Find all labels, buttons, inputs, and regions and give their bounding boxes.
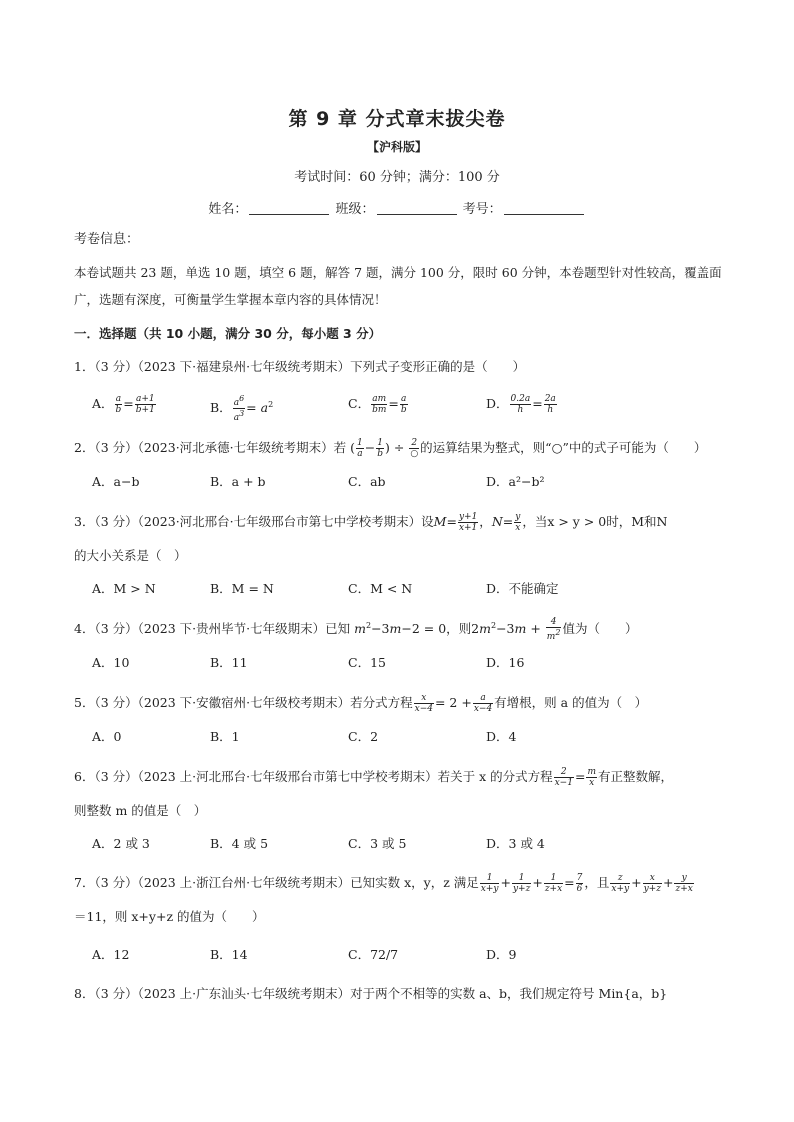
option-b[interactable]: B．1 bbox=[210, 729, 240, 744]
option-b[interactable]: B． $\frac{a^6}{a^3}$ = $a^2$ bbox=[210, 394, 274, 423]
question-5-lead: 5．（3 分）（2023 下·安徽宿州·七年级校考期末）若分式方程 bbox=[74, 695, 413, 710]
option-b[interactable]: B．14 bbox=[210, 947, 248, 962]
number-blank[interactable] bbox=[504, 202, 584, 215]
option-c[interactable]: C．M < N bbox=[348, 581, 413, 596]
question-7: 7．（3 分）（2023 上·浙江台州·七年级统考期末）已知实数 x，y，z 满足 $\frac{1}{x+y}$ + $\frac{1}{y+z}$ + $\frac{1}{z+x}$ = $\frac{7}{6}$ ，且 $\frac{z}{x+y}$ + $\frac{x}{y+z}$ + $\frac{y}{z+x}$ bbox=[74, 873, 693, 894]
question-4-tail: 值为（ ） bbox=[562, 621, 638, 637]
number-label: 考号： bbox=[462, 202, 502, 217]
option-d[interactable]: D．16 bbox=[486, 655, 525, 670]
question-4-lead: 4．（3 分）（2023 下·贵州毕节·七年级期末）已知 bbox=[74, 621, 351, 637]
option-d[interactable]: D．4 bbox=[486, 729, 517, 744]
question-3-cont: 的大小关系是（ ） bbox=[74, 548, 187, 563]
question-4: 4．（3 分）（2023 下·贵州毕节·七年级期末）已知 $m^2-3m-2 = 0$，则$2m^2-3m$ + $\frac{4}{m^2}$ 值为（ ） bbox=[74, 617, 638, 643]
option-a[interactable]: A． $\frac{a}{b}$ = $\frac{a+1}{b+1}$ bbox=[92, 394, 155, 415]
question-2-expr: ( $\frac{1}{a}$ − $\frac{1}{b}$ ) ÷ $\frac{2}{○}$ bbox=[350, 438, 419, 459]
section-heading: 一．选择题（共 10 小题，满分 30 分，每小题 3 分） bbox=[74, 326, 382, 341]
question-2-lead: 2．（3 分）（2023·河北承德·七年级统考期末）若 bbox=[74, 440, 347, 455]
option-a[interactable]: A．a−b bbox=[92, 474, 140, 489]
question-2 bbox=[74, 438, 706, 459]
question-5-tail: 有增根，则 a 的值为（ ） bbox=[494, 695, 648, 710]
question-8 bbox=[74, 985, 667, 1003]
option-c[interactable]: C．15 bbox=[348, 655, 386, 670]
question-5: 5．（3 分）（2023 下·安徽宿州·七年级校考期末）若分式方程 $\frac{x}{x-4}$ = 2 + $\frac{a}{x-4}$ 有增根，则 a 的值为（ ） bbox=[74, 693, 648, 714]
option-c[interactable]: C．2 bbox=[348, 729, 379, 744]
option-c[interactable]: C．72/7 bbox=[348, 947, 399, 962]
option-c[interactable]: C．3 或 5 bbox=[348, 836, 407, 851]
info-body: 本卷试题共 23 题，单选 10 题，填空 6 题，解答 7 题，满分 100 分，限时 60 分钟，本卷题型针对性较高，覆盖面广，选题有深度，可衡量学生掌握本章内容的具体情况！ bbox=[74, 265, 722, 307]
option-d[interactable]: D．9 bbox=[486, 947, 517, 962]
option-a[interactable]: A．M > N bbox=[92, 581, 156, 596]
page-title: 第 9 章 分式章末拔尖卷 bbox=[288, 108, 506, 130]
name-blank[interactable] bbox=[249, 202, 329, 215]
class-blank[interactable] bbox=[377, 202, 457, 215]
question-3-expr: ，当x > y > 0时，M和N bbox=[522, 514, 668, 529]
edition-label: 【沪科版】 bbox=[366, 140, 427, 154]
option-d[interactable]: D． $\frac{0.2a}{h}$ = $\frac{2a}{h}$ bbox=[486, 394, 556, 415]
question-6-lead: 6．（3 分）（2023 上·河北邢台·七年级邢台市第七中学校考期末）若关于 x 的分式方程 bbox=[74, 769, 553, 784]
question-8-lead: 8．（3 分）（2023 上·广东汕头·七年级统考期末）对于两个不相等的实数 a、b，我们规定符号 Min{a，b} bbox=[74, 986, 668, 1001]
name-label: 姓名： bbox=[208, 202, 248, 217]
question-7-cont: ＝11，则 x+y+z 的值为（ ） bbox=[74, 909, 265, 924]
option-b[interactable]: B．M = N bbox=[210, 581, 274, 596]
question-3-lead: 3．（3 分）（2023·河北邢台·七年级邢台市第七中学校考期末）设 bbox=[74, 514, 434, 529]
option-d[interactable]: D．3 或 4 bbox=[486, 836, 545, 851]
option-d[interactable]: D．a²−b² bbox=[486, 474, 545, 489]
option-a[interactable]: A．0 bbox=[92, 729, 122, 744]
class-label: 班级： bbox=[335, 202, 375, 217]
question-6: 6．（3 分）（2023 上·河北邢台·七年级邢台市第七中学校考期末）若关于 x 的分式方程 $\frac{2}{x-1}$ = $\frac{m}{x}$ 有正整数解， bbox=[74, 767, 673, 788]
option-b[interactable]: B．11 bbox=[210, 655, 248, 670]
option-d[interactable]: D．不能确定 bbox=[486, 581, 559, 596]
question-2-tail: 的运算结果为整式，则“○”中的式子可能为（ ） bbox=[420, 440, 707, 455]
option-a[interactable]: A．10 bbox=[92, 655, 130, 670]
question-6-tail: 有正整数解， bbox=[597, 769, 673, 784]
info-title: 考卷信息： bbox=[74, 232, 140, 247]
question-6-cont: 则整数 m 的值是（ ） bbox=[74, 803, 207, 818]
question-1 bbox=[74, 358, 525, 376]
option-c[interactable]: C． $\frac{am}{bm}$ = $\frac{a}{b}$ bbox=[348, 394, 407, 415]
option-a[interactable]: A．12 bbox=[92, 947, 130, 962]
student-info-line bbox=[0, 198, 794, 217]
exam-time: 考试时间：60 分钟；满分：100 分 bbox=[294, 170, 500, 185]
option-b[interactable]: B．a + b bbox=[210, 474, 266, 489]
option-a[interactable]: A．2 或 3 bbox=[92, 836, 150, 851]
question-1-text: 1．（3 分）（2023 下·福建泉州·七年级统考期末）下列式子变形正确的是（ ） bbox=[74, 359, 526, 374]
option-c[interactable]: C．ab bbox=[348, 474, 386, 489]
question-7-lead: 7．（3 分）（2023 上·浙江台州·七年级统考期末）已知实数 x，y，z 满足 bbox=[74, 875, 479, 890]
option-b[interactable]: B．4 或 5 bbox=[210, 836, 269, 851]
question-3: 3．（3 分）（2023·河北邢台·七年级邢台市第七中学校考期末）设M= $\frac{y+1}{x+1}$ ，N= $\frac{y}{x}$ ，当x > y > 0时，M和N bbox=[74, 512, 668, 533]
